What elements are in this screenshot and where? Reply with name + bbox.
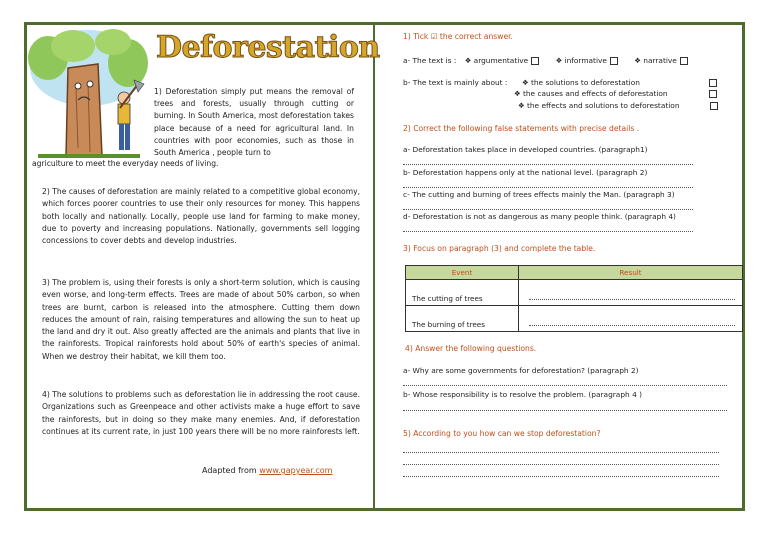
q1b-prefix: b- The text is mainly about : (403, 78, 508, 87)
q1b-option: ❖ the solutions to deforestation (522, 78, 640, 87)
sad-tree-lumberjack-illustration (28, 28, 150, 160)
answer-line[interactable] (403, 463, 719, 465)
q1a-option: ❖ narrative (634, 56, 677, 65)
paragraph-1-tail: agriculture to meet the everyday needs of living. (32, 159, 219, 168)
checkbox[interactable] (680, 57, 688, 65)
question-5-heading: 5) According to you how can we stop deforestation? (403, 429, 601, 438)
paragraph-3: 3) The problem is, using their forests is only a short-term solution, which is causing even worse, and long-term effects. Trees are made of about 50% carbon, so when trees are burnt, carbon is released into the atmosphere. Cutting them down reduces the amount of rain, raising temperatures and allowing the sun to heat up the land and dry it out. Also greatly affected are the animals and plants that live in the rainforests. Tropical rainforests hold about 50% of earth's species of animal. When we destroy their habitat, we kill them too. (42, 278, 360, 361)
answer-line[interactable] (403, 163, 693, 165)
event-result-table (405, 265, 743, 332)
q2-statement: c- The cutting and burning of trees effects mainly the Man. (paragraph 3) (403, 190, 675, 199)
answer-line[interactable] (403, 451, 719, 453)
q1a-row (403, 56, 688, 65)
answer-line[interactable] (403, 475, 719, 477)
source-credit (202, 466, 332, 475)
answer-line[interactable] (403, 409, 727, 411)
q1b-option: ❖ the causes and effects of deforestation (514, 89, 668, 98)
answer-line[interactable] (403, 230, 693, 232)
checkbox[interactable] (709, 90, 717, 98)
q1b-option: ❖ the effects and solutions to deforestation (518, 101, 680, 110)
q2-statement: d- Deforestation is not as dangerous as many people think. (paragraph 4) (403, 212, 676, 221)
question-4-heading: 4) Answer the following questions. (405, 344, 537, 353)
column-divider (373, 22, 375, 511)
answer-line[interactable] (403, 186, 693, 188)
checkbox[interactable] (610, 57, 618, 65)
table-row (406, 280, 743, 306)
q2-statement: b- Deforestation happens only at the national level. (paragraph 2) (403, 168, 648, 177)
table-cell-event: The burning of trees (406, 306, 519, 332)
table-cell-result[interactable] (519, 306, 743, 332)
paragraph-4: 4) The solutions to problems such as deforestation lie in addressing the root cause. Organizations such as Greenpeace and other activists make a huge effort to save the rainforests, but in doing so they make many enemies. And, if deforestation continues at its current rate, in just 100 years there will be no more rainforests left. (42, 390, 360, 436)
q1a-prefix: a- The text is : (403, 56, 457, 65)
checkbox[interactable] (710, 102, 718, 110)
paragraph-2: 2) The causes of deforestation are mainly related to a competitive global economy, which forces poorer countries to use their only resources for money. This happens both locally and nationally. Locally, people use land for farming to make money, due to poverty and increasing populations. Nationally, governments sell logging concessions to cover debts and develop industries. (42, 187, 360, 246)
paragraph-1: 1) Deforestation simply put means the removal of trees and forests, usually through cutting or burning. In South America, most deforestation takes place because of a need for agricultural land. In countries with poor economies, such as those in South America , people turn to (154, 87, 354, 158)
table-cell-result[interactable] (519, 280, 743, 306)
source-link[interactable]: www.gapyear.com (259, 466, 333, 475)
q1a-option: ❖ informative (555, 56, 607, 65)
page-title: Deforestation (156, 30, 380, 65)
source-prefix: Adapted from (202, 466, 257, 475)
q4-question: b- Whose responsibility is to resolve the problem. (paragraph 4 ) (403, 390, 643, 399)
question-2-heading: 2) Correct the following false statements with precise details . (403, 124, 640, 133)
answer-line[interactable] (403, 384, 727, 386)
question-3-heading: 3) Focus on paragraph (3) and complete the table. (403, 244, 596, 253)
answer-line[interactable] (403, 208, 693, 210)
table-header-result: Result (519, 266, 743, 280)
question-1-heading: 1) Tick ☑ the correct answer. (403, 32, 513, 41)
checkbox[interactable] (709, 79, 717, 87)
table-row (406, 306, 743, 332)
checkbox[interactable] (531, 57, 539, 65)
q2-statement: a- Deforestation takes place in developed countries. (paragraph1) (403, 145, 648, 154)
table-cell-event: The cutting of trees (406, 280, 519, 306)
table-header-event: Event (406, 266, 519, 280)
q4-question: a- Why are some governments for deforestation? (paragraph 2) (403, 366, 639, 375)
q1a-option: ❖ argumentative (464, 56, 529, 65)
